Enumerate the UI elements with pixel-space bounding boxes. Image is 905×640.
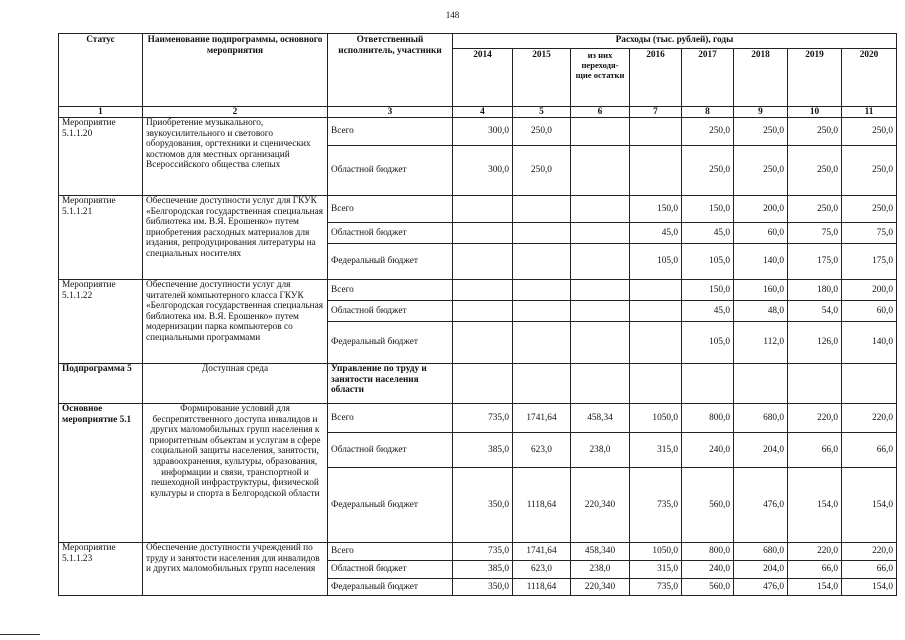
executor-cell: Областной бюджет bbox=[328, 433, 453, 468]
status-cell: Мероприятие 5.1.1.20 bbox=[59, 118, 143, 196]
value-cell: 154,0 bbox=[842, 579, 897, 596]
value-cell: 1050,0 bbox=[630, 543, 682, 561]
value-cell bbox=[513, 196, 571, 223]
value-cell: 105,0 bbox=[682, 244, 734, 280]
value-cell: 250,0 bbox=[842, 196, 897, 223]
value-cell: 45,0 bbox=[630, 223, 682, 244]
header-year: 2016 bbox=[630, 49, 682, 107]
value-cell bbox=[571, 118, 630, 146]
header-row-1 bbox=[59, 34, 897, 49]
header-year: 2020 bbox=[842, 49, 897, 107]
column-index: 7 bbox=[630, 107, 682, 118]
value-cell: 48,0 bbox=[734, 301, 788, 322]
column-index: 11 bbox=[842, 107, 897, 118]
empty-cell bbox=[630, 364, 682, 404]
value-cell: 315,0 bbox=[630, 561, 682, 579]
value-cell: 300,0 bbox=[453, 118, 513, 146]
value-cell: 680,0 bbox=[734, 404, 788, 433]
value-cell: 54,0 bbox=[788, 301, 842, 322]
executor-cell: Областной бюджет bbox=[328, 146, 453, 196]
value-cell bbox=[571, 280, 630, 301]
value-cell: 250,0 bbox=[788, 118, 842, 146]
value-cell bbox=[453, 244, 513, 280]
value-cell bbox=[453, 196, 513, 223]
value-cell: 623,0 bbox=[513, 433, 571, 468]
value-cell: 250,0 bbox=[682, 118, 734, 146]
executor-cell: Всего bbox=[328, 404, 453, 433]
value-cell: 175,0 bbox=[842, 244, 897, 280]
header-executor: Ответственный исполнитель, участники bbox=[328, 34, 453, 107]
value-cell: 112,0 bbox=[734, 322, 788, 364]
value-cell: 1741,64 bbox=[513, 543, 571, 561]
executor-cell: Всего bbox=[328, 196, 453, 223]
empty-cell bbox=[682, 364, 734, 404]
executor-cell: Федеральный бюджет bbox=[328, 468, 453, 543]
value-cell: 385,0 bbox=[453, 433, 513, 468]
value-cell: 200,0 bbox=[734, 196, 788, 223]
empty-cell bbox=[734, 364, 788, 404]
empty-cell bbox=[453, 364, 513, 404]
header-year: 2017 bbox=[682, 49, 734, 107]
value-cell: 1050,0 bbox=[630, 404, 682, 433]
value-cell: 315,0 bbox=[630, 433, 682, 468]
value-cell: 220,0 bbox=[842, 404, 897, 433]
name-cell: Обеспечение доступности услуг для ГКУК «Белгородская государственная специальная библиотека им. В.Я. Ерошенко» путем приобретения расходных материалов для издания, репродуцирования литературы на специальных носителях bbox=[143, 196, 328, 280]
value-cell: 105,0 bbox=[630, 244, 682, 280]
column-index: 8 bbox=[682, 107, 734, 118]
status-cell: Мероприятие 5.1.1.23 bbox=[59, 543, 143, 596]
executor-cell: Всего bbox=[328, 280, 453, 301]
column-index: 5 bbox=[513, 107, 571, 118]
value-cell: 175,0 bbox=[788, 244, 842, 280]
value-cell: 220,0 bbox=[788, 404, 842, 433]
value-cell: 45,0 bbox=[682, 223, 734, 244]
value-cell bbox=[571, 146, 630, 196]
status-cell: Основное мероприятие 5.1 bbox=[59, 404, 143, 543]
value-cell: 735,0 bbox=[630, 579, 682, 596]
value-cell: 250,0 bbox=[788, 196, 842, 223]
value-cell: 250,0 bbox=[513, 146, 571, 196]
value-cell: 204,0 bbox=[734, 433, 788, 468]
executor-cell: Областной бюджет bbox=[328, 561, 453, 579]
value-cell: 1118,64 bbox=[513, 468, 571, 543]
value-cell: 204,0 bbox=[734, 561, 788, 579]
table-row bbox=[59, 118, 897, 146]
value-cell: 220,340 bbox=[571, 579, 630, 596]
status-cell: Мероприятие 5.1.1.21 bbox=[59, 196, 143, 280]
value-cell: 350,0 bbox=[453, 468, 513, 543]
table-row bbox=[59, 364, 897, 404]
value-cell: 220,340 bbox=[571, 468, 630, 543]
value-cell: 126,0 bbox=[788, 322, 842, 364]
value-cell bbox=[513, 322, 571, 364]
value-cell bbox=[630, 301, 682, 322]
value-cell: 735,0 bbox=[630, 468, 682, 543]
executor-cell: Всего bbox=[328, 543, 453, 561]
column-index: 9 bbox=[734, 107, 788, 118]
value-cell: 66,0 bbox=[788, 433, 842, 468]
column-index: 2 bbox=[143, 107, 328, 118]
value-cell: 800,0 bbox=[682, 404, 734, 433]
executor-cell: Федеральный бюджет bbox=[328, 579, 453, 596]
table-row bbox=[59, 543, 897, 561]
value-cell: 458,340 bbox=[571, 543, 630, 561]
value-cell: 220,0 bbox=[842, 543, 897, 561]
value-cell: 1118,64 bbox=[513, 579, 571, 596]
value-cell: 150,0 bbox=[682, 280, 734, 301]
value-cell: 60,0 bbox=[734, 223, 788, 244]
expenses-table bbox=[58, 33, 897, 596]
table-row bbox=[59, 404, 897, 433]
value-cell bbox=[630, 118, 682, 146]
column-index: 4 bbox=[453, 107, 513, 118]
executor-cell: Всего bbox=[328, 118, 453, 146]
value-cell bbox=[513, 280, 571, 301]
value-cell: 160,0 bbox=[734, 280, 788, 301]
value-cell: 250,0 bbox=[734, 146, 788, 196]
value-cell bbox=[571, 196, 630, 223]
value-cell: 60,0 bbox=[842, 301, 897, 322]
value-cell: 66,0 bbox=[788, 561, 842, 579]
value-cell: 800,0 bbox=[682, 543, 734, 561]
value-cell: 66,0 bbox=[842, 561, 897, 579]
header-expenses: Расходы (тыс. рублей), годы bbox=[453, 34, 897, 49]
value-cell bbox=[453, 322, 513, 364]
page-number: 148 bbox=[445, 10, 460, 20]
value-cell: 385,0 bbox=[453, 561, 513, 579]
page-edge-rule bbox=[0, 634, 40, 635]
value-cell: 150,0 bbox=[630, 196, 682, 223]
value-cell: 476,0 bbox=[734, 579, 788, 596]
value-cell bbox=[630, 322, 682, 364]
value-cell: 560,0 bbox=[682, 468, 734, 543]
executor-cell: Областной бюджет bbox=[328, 301, 453, 322]
value-cell: 623,0 bbox=[513, 561, 571, 579]
name-cell: Обеспечение доступности услуг для читателей компьютерного класса ГКУК «Белгородская государственная специальная библиотека им. В.Я. Ерошенко» путем модернизации парка компьютеров со специальными программами bbox=[143, 280, 328, 364]
status-cell: Подпрограмма 5 bbox=[59, 364, 143, 404]
value-cell bbox=[630, 280, 682, 301]
value-cell: 238,0 bbox=[571, 561, 630, 579]
value-cell bbox=[453, 280, 513, 301]
empty-cell bbox=[842, 364, 897, 404]
value-cell: 154,0 bbox=[788, 468, 842, 543]
value-cell: 240,0 bbox=[682, 433, 734, 468]
table-row bbox=[59, 196, 897, 223]
value-cell: 154,0 bbox=[788, 579, 842, 596]
value-cell: 66,0 bbox=[842, 433, 897, 468]
value-cell: 458,34 bbox=[571, 404, 630, 433]
value-cell: 680,0 bbox=[734, 543, 788, 561]
value-cell: 476,0 bbox=[734, 468, 788, 543]
empty-cell bbox=[571, 364, 630, 404]
value-cell: 735,0 bbox=[453, 404, 513, 433]
column-index-row bbox=[59, 107, 897, 118]
value-cell bbox=[630, 146, 682, 196]
value-cell: 140,0 bbox=[734, 244, 788, 280]
value-cell: 150,0 bbox=[682, 196, 734, 223]
value-cell: 140,0 bbox=[842, 322, 897, 364]
header-year: 2019 bbox=[788, 49, 842, 107]
executor-cell: Управление по труду и занятости населения области bbox=[328, 364, 453, 404]
executor-cell: Областной бюджет bbox=[328, 223, 453, 244]
column-index: 6 bbox=[571, 107, 630, 118]
executor-cell: Федеральный бюджет bbox=[328, 244, 453, 280]
value-cell: 220,0 bbox=[788, 543, 842, 561]
value-cell: 200,0 bbox=[842, 280, 897, 301]
value-cell bbox=[571, 223, 630, 244]
name-cell: Обеспечение доступности учреждений по труду и занятости населения для инвалидов и других маломобильных групп населения bbox=[143, 543, 328, 596]
header-year: 2014 bbox=[453, 49, 513, 107]
name-cell: Приобретение музыкального, звукоусилительного и светового оборудования, оргтехники и сценических костюмов для местных организаций Всероссийского общества слепых bbox=[143, 118, 328, 196]
column-index: 1 bbox=[59, 107, 143, 118]
value-cell: 250,0 bbox=[788, 146, 842, 196]
value-cell: 350,0 bbox=[453, 579, 513, 596]
value-cell bbox=[513, 244, 571, 280]
executor-cell: Федеральный бюджет bbox=[328, 322, 453, 364]
value-cell bbox=[571, 301, 630, 322]
value-cell: 1741,64 bbox=[513, 404, 571, 433]
name-cell: Формирование условий для беспрепятственного доступа инвалидов и других маломобильных групп населения к приоритетным объектам и услугам в сфере социальной защиты населения, занятости, здравоохранения, культуры, образования, информации и связи, транспортной и пешеходной инфраструктуры, физической культуры и спорта в Белгородской области bbox=[143, 404, 328, 543]
column-index: 3 bbox=[328, 107, 453, 118]
value-cell: 154,0 bbox=[842, 468, 897, 543]
value-cell bbox=[453, 223, 513, 244]
value-cell bbox=[513, 301, 571, 322]
header-year: 2018 bbox=[734, 49, 788, 107]
value-cell: 240,0 bbox=[682, 561, 734, 579]
empty-cell bbox=[513, 364, 571, 404]
value-cell bbox=[513, 223, 571, 244]
table-row bbox=[59, 280, 897, 301]
value-cell: 250,0 bbox=[682, 146, 734, 196]
value-cell: 300,0 bbox=[453, 146, 513, 196]
column-index: 10 bbox=[788, 107, 842, 118]
value-cell: 250,0 bbox=[842, 146, 897, 196]
value-cell: 250,0 bbox=[734, 118, 788, 146]
header-year: 2015 bbox=[513, 49, 571, 107]
value-cell: 560,0 bbox=[682, 579, 734, 596]
value-cell: 250,0 bbox=[513, 118, 571, 146]
empty-cell bbox=[788, 364, 842, 404]
value-cell: 105,0 bbox=[682, 322, 734, 364]
value-cell: 180,0 bbox=[788, 280, 842, 301]
value-cell: 238,0 bbox=[571, 433, 630, 468]
value-cell: 45,0 bbox=[682, 301, 734, 322]
value-cell bbox=[571, 244, 630, 280]
value-cell: 75,0 bbox=[842, 223, 897, 244]
status-cell: Мероприятие 5.1.1.22 bbox=[59, 280, 143, 364]
value-cell: 735,0 bbox=[453, 543, 513, 561]
value-cell bbox=[453, 301, 513, 322]
value-cell bbox=[571, 322, 630, 364]
header-status: Статус bbox=[59, 34, 143, 107]
header-year-carryover: из них переходя-щие остатки bbox=[571, 49, 630, 107]
header-name: Наименование подпрограммы, основного мероприятия bbox=[143, 34, 328, 107]
value-cell: 250,0 bbox=[842, 118, 897, 146]
name-cell: Доступная среда bbox=[143, 364, 328, 404]
value-cell: 75,0 bbox=[788, 223, 842, 244]
